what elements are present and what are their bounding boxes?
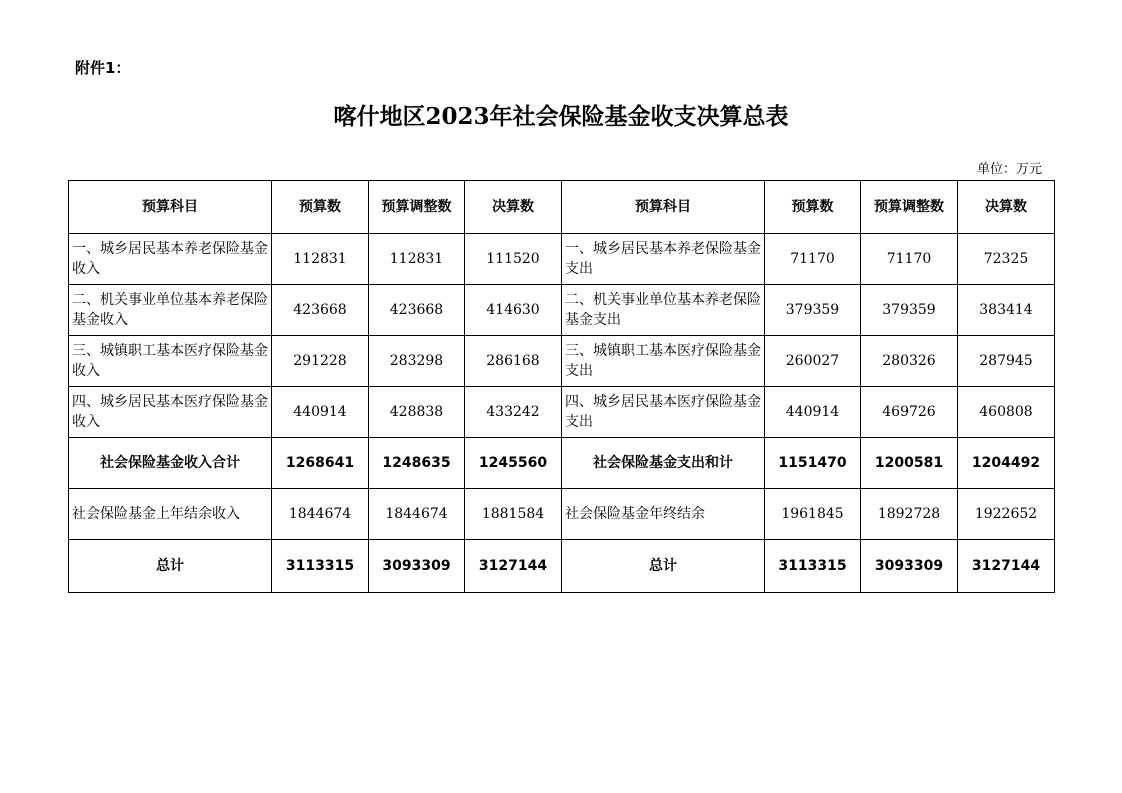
expense-item-cell: 总计 [562,540,765,593]
header-cell: 预算调整数 [369,181,465,234]
expense-item-cell: 四、城乡居民基本医疗保险基金支出 [562,387,765,438]
header-cell: 预算数 [272,181,369,234]
table-row [69,234,1055,285]
income-final-cell: 286168 [465,336,562,387]
table-row [69,387,1055,438]
income-adjusted-cell: 112831 [369,234,465,285]
income-item-cell: 三、城镇职工基本医疗保险基金收入 [69,336,272,387]
expense-budget-cell: 1151470 [765,438,861,489]
expense-item-cell: 一、城乡居民基本养老保险基金支出 [562,234,765,285]
expense-adjusted-cell: 3093309 [861,540,958,593]
expense-final-cell: 287945 [958,336,1055,387]
income-adjusted-cell: 1248635 [369,438,465,489]
expense-adjusted-cell: 379359 [861,285,958,336]
income-final-cell: 1881584 [465,489,562,540]
header-cell: 决算数 [958,181,1055,234]
table-row [69,285,1055,336]
expense-item-cell: 社会保险基金支出和计 [562,438,765,489]
header-cell: 预算数 [765,181,861,234]
income-item-cell: 二、机关事业单位基本养老保险基金收入 [69,285,272,336]
expense-final-cell: 72325 [958,234,1055,285]
income-final-cell: 3127144 [465,540,562,593]
income-adjusted-cell: 3093309 [369,540,465,593]
expense-budget-cell: 3113315 [765,540,861,593]
expense-budget-cell: 260027 [765,336,861,387]
expense-adjusted-cell: 71170 [861,234,958,285]
income-adjusted-cell: 1844674 [369,489,465,540]
income-budget-cell: 3113315 [272,540,369,593]
table-row [69,336,1055,387]
income-final-cell: 414630 [465,285,562,336]
income-budget-cell: 440914 [272,387,369,438]
income-item-cell: 社会保险基金收入合计 [69,438,272,489]
attachment-label: 附件1： [75,59,131,77]
expense-final-cell: 383414 [958,285,1055,336]
expense-item-cell: 二、机关事业单位基本养老保险基金支出 [562,285,765,336]
budget-table [68,180,1055,593]
income-item-cell: 四、城乡居民基本医疗保险基金收入 [69,387,272,438]
table-row [69,489,1055,540]
expense-adjusted-cell: 1200581 [861,438,958,489]
income-adjusted-cell: 428838 [369,387,465,438]
income-adjusted-cell: 423668 [369,285,465,336]
income-item-cell: 一、城乡居民基本养老保险基金收入 [69,234,272,285]
income-budget-cell: 112831 [272,234,369,285]
subtotal-row [69,438,1055,489]
expense-item-cell: 三、城镇职工基本医疗保险基金支出 [562,336,765,387]
expense-budget-cell: 71170 [765,234,861,285]
page-title: 喀什地区2023年社会保险基金收支决算总表 [333,103,789,130]
expense-budget-cell: 440914 [765,387,861,438]
income-item-cell: 总计 [69,540,272,593]
income-budget-cell: 1268641 [272,438,369,489]
expense-adjusted-cell: 280326 [861,336,958,387]
income-final-cell: 433242 [465,387,562,438]
expense-final-cell: 1204492 [958,438,1055,489]
expense-budget-cell: 379359 [765,285,861,336]
income-final-cell: 1245560 [465,438,562,489]
expense-final-cell: 3127144 [958,540,1055,593]
expense-item-cell: 社会保险基金年终结余 [562,489,765,540]
income-adjusted-cell: 283298 [369,336,465,387]
expense-final-cell: 460808 [958,387,1055,438]
income-item-cell: 社会保险基金上年结余收入 [69,489,272,540]
expense-budget-cell: 1961845 [765,489,861,540]
header-cell: 预算科目 [69,181,272,234]
expense-adjusted-cell: 1892728 [861,489,958,540]
income-budget-cell: 291228 [272,336,369,387]
income-budget-cell: 423668 [272,285,369,336]
expense-final-cell: 1922652 [958,489,1055,540]
header-row [69,181,1055,234]
header-cell: 预算科目 [562,181,765,234]
expense-adjusted-cell: 469726 [861,387,958,438]
total-row [69,540,1055,593]
header-cell: 预算调整数 [861,181,958,234]
unit-label: 单位：万元 [976,162,1042,177]
income-final-cell: 111520 [465,234,562,285]
income-budget-cell: 1844674 [272,489,369,540]
header-cell: 决算数 [465,181,562,234]
